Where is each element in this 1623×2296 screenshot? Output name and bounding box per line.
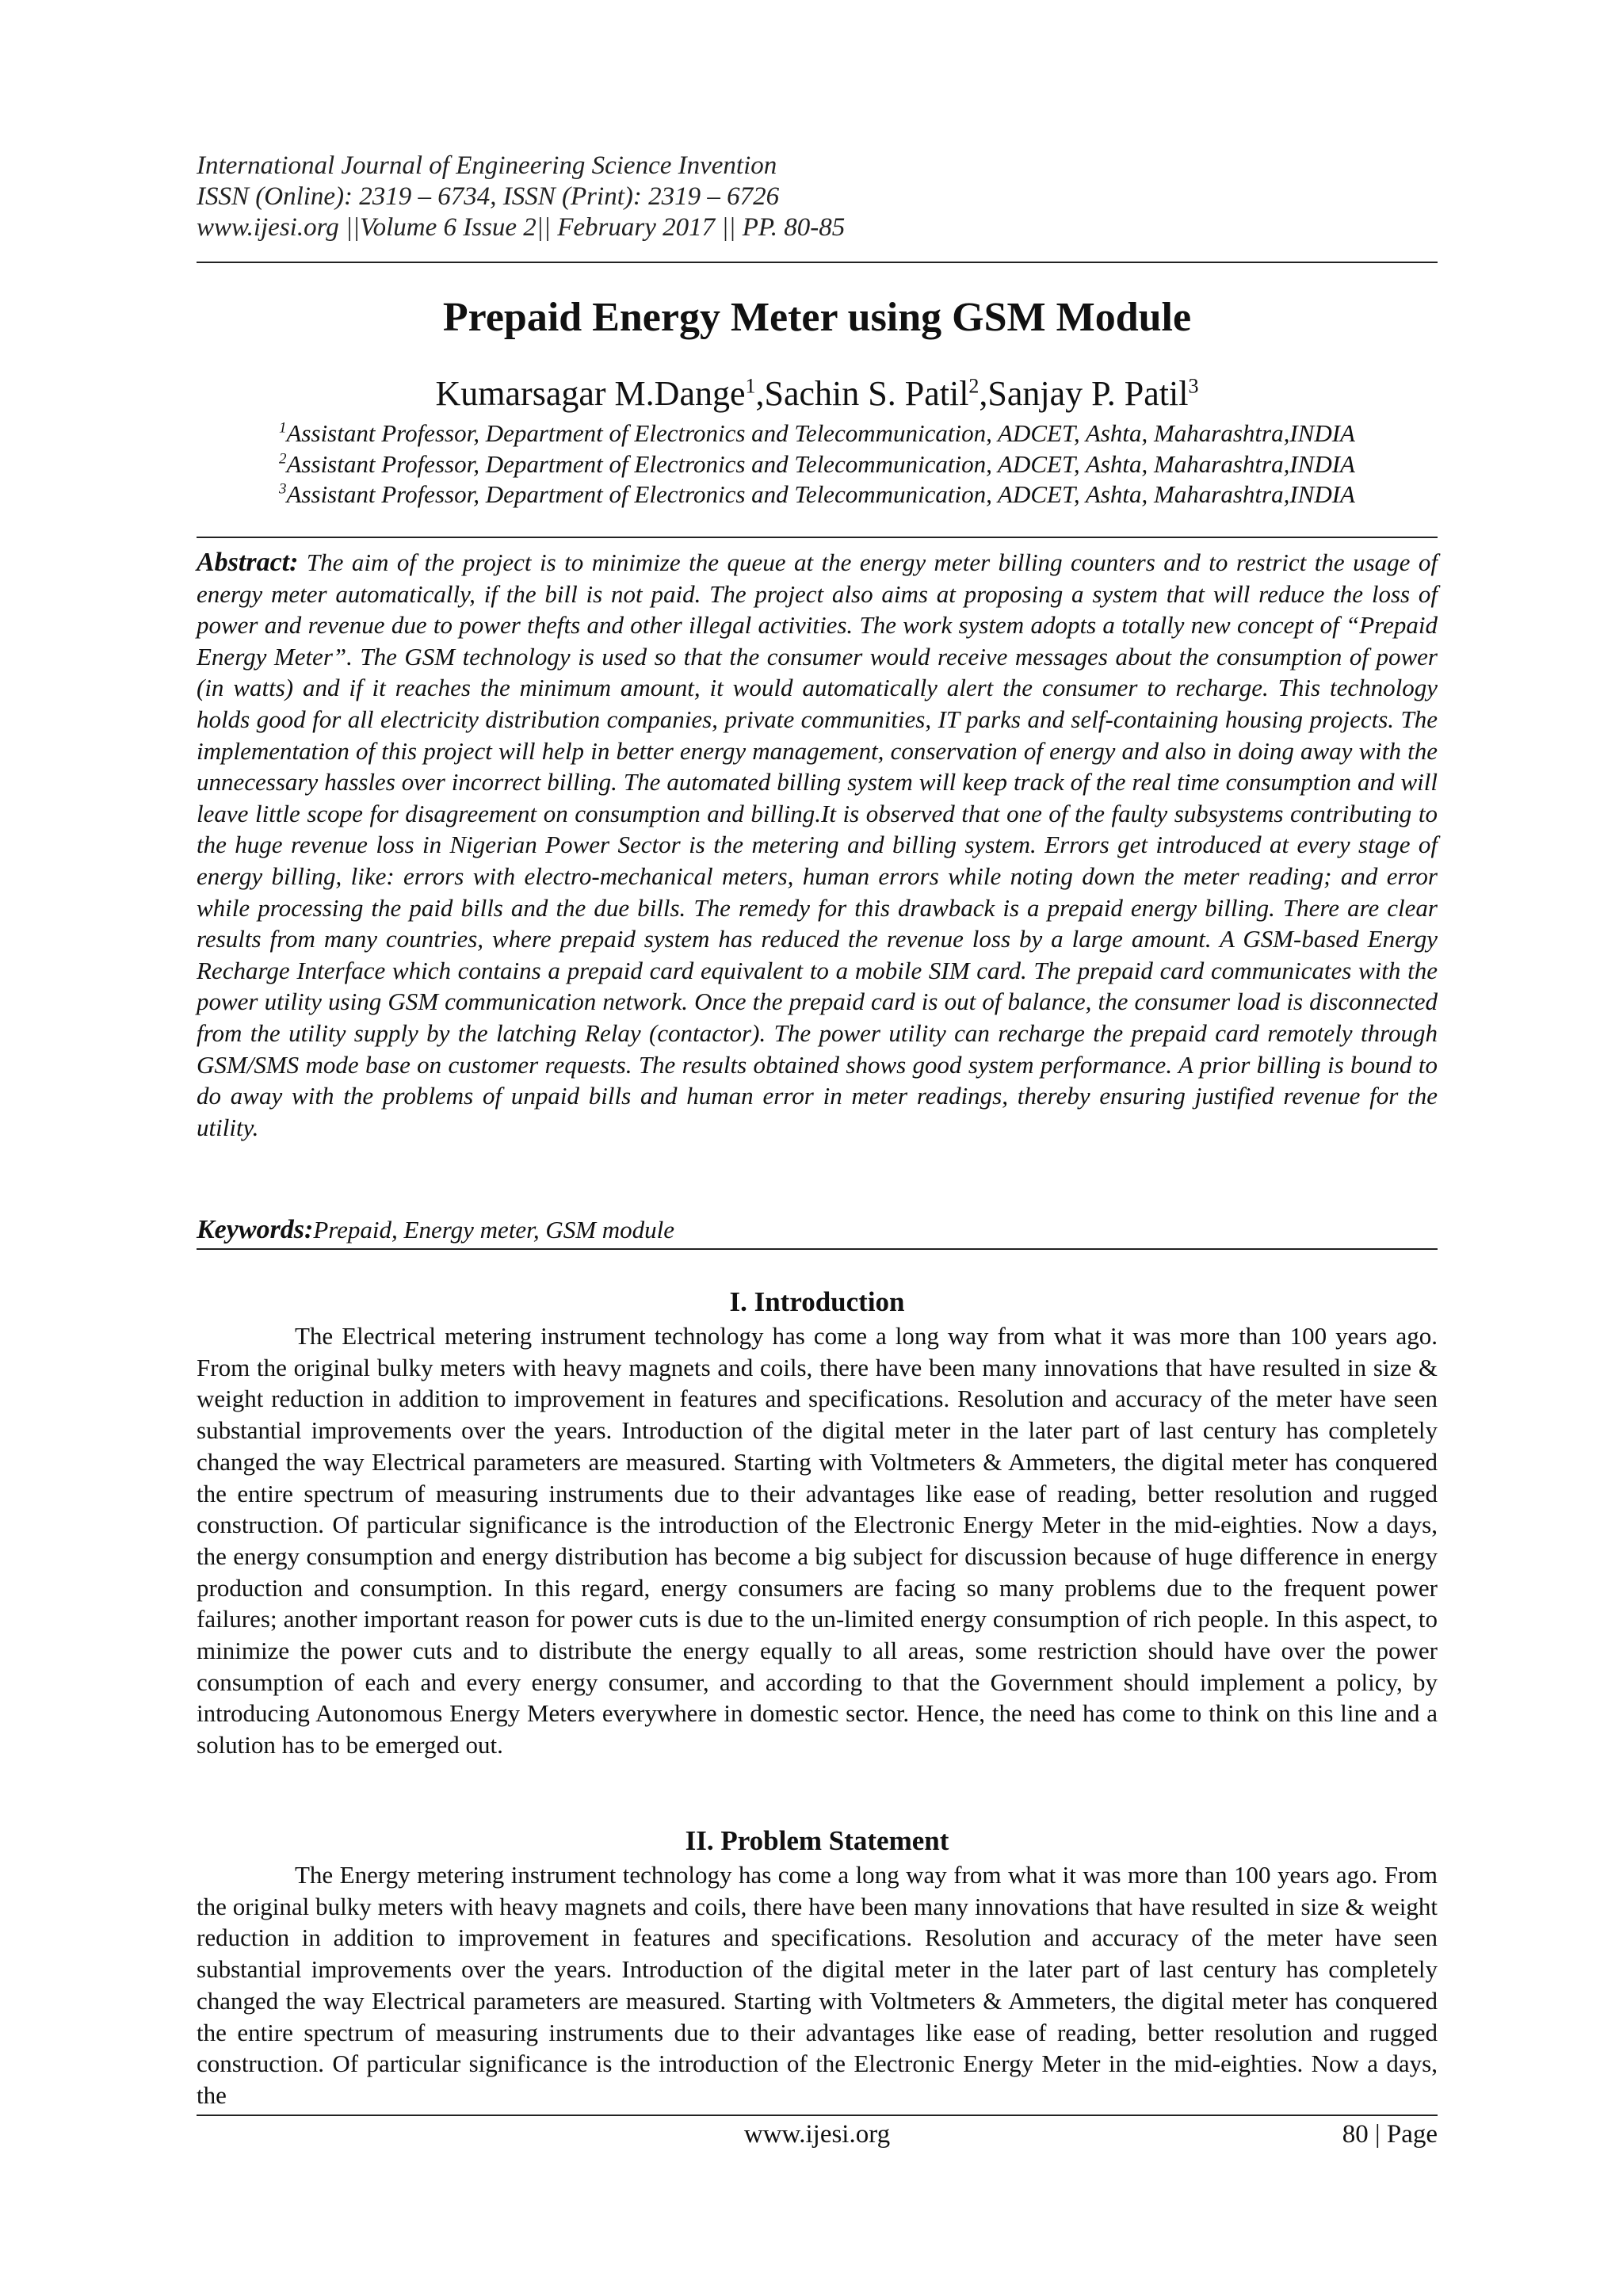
header-rule [197, 262, 1438, 263]
paper-title: Prepaid Energy Meter using GSM Module [442, 295, 1192, 340]
journal-name: International Journal of Engineering Science Invention [197, 151, 777, 180]
section-heading-introduction: I. Introduction [729, 1286, 905, 1317]
keywords-label: Keywords: [197, 1215, 314, 1244]
section-paragraph-problem-statement: The Energy metering instrument technology has come a long way from what it was more than 100 years ago. From the original bulky meters with heavy magnets and coils, there have been many innovations that have resulted in size & weight reduction in addition to improvement in features and specifications. Resolution and accuracy of the meter have seen substantial improvements over the years. Introduction of the digital meter in the later part of last century has completely changed the way Electrical parameters are measured. Starting with Voltmeters & Ammeters, the digital meter has conquered the entire spectrum of measuring instruments due to their advantages like ease of reading, better resolution and rugged construction. Of particular significance is the introduction of the Electronic Energy Meter in the mid-eighties. Now a days, the [197, 1861, 1438, 2109]
affiliation [197, 418, 1438, 449]
section-heading-problem-statement: II. Problem Statement [685, 1825, 949, 1856]
affiliation-mark: 2 [279, 450, 287, 468]
author-mark: 3 [1188, 374, 1199, 398]
abstract-bottom-rule [197, 1248, 1438, 1250]
journal-header [197, 151, 1438, 243]
author-separator: , [979, 374, 988, 413]
footer-page-number: 80 | Page [1342, 2120, 1438, 2149]
author-mark: 1 [745, 374, 756, 398]
keywords [197, 1214, 1438, 1246]
affiliation [197, 479, 1438, 510]
affiliation-mark: 1 [279, 419, 287, 437]
abstract-text: The aim of the project is to minimize the queue at the energy meter billing counters and to restrict the usage of energy meter automatically, if the bill is not paid. The project also aims at proposing a system that will reduce the loss of power and revenue due to power thefts and other illegal activities. The work system adopts a totally new concept of “Prepaid Energy Meter”. The GSM technology is used so that the consumer would receive messages about the consumption of power (in watts) and if it reaches the minimum amount, it would automatically alert the consumer to recharge. This technology holds good for all electricity distribution companies, private communities, IT parks and self-containing housing projects. The implementation of this project will help in better energy management, conservation of energy and also in doing away with the unnecessary hassles over incorrect billing. The automated billing system will keep track of the real time consumption and will leave little scope for disagreement on consumption and billing.It is observed that one of the faulty subsystems contributing to the huge revenue loss in Nigerian Power Sector is the metering and billing system. Errors get introduced at every stage of energy billing, like: errors with electro-mechanical meters, human errors while noting down the meter reading; and error while processing the paid bills and the due bills. The remedy for this drawback is a prepaid energy billing. There are clear results from many countries, where prepaid system has reduced the revenue loss by a large amount. A GSM-based Energy Recharge Interface which contains a prepaid card equivalent to a mobile SIM card. The prepaid card communicates with the power utility using GSM communication network. Once the prepaid card is out of balance, the consumer load is disconnected from the utility supply by the latching Relay (contactor). The power utility can recharge the prepaid card remotely through GSM/SMS mode base on customer requests. The results obtained shows good system performance. A prior billing is bound to do away with the problems of unpaid bills and human error in meter readings, thereby ensuring justified revenue for the utility. [197, 548, 1438, 1141]
abstract [197, 547, 1438, 1143]
affiliation [197, 449, 1438, 480]
author-name: Sanjay P. Patil [987, 374, 1189, 413]
abstract-top-rule [197, 537, 1438, 538]
affiliation-text: Assistant Professor, Department of Electronics and Telecommunication, ADCET, Ashta, Maharashtra,INDIA [286, 419, 1355, 447]
author-separator: , [755, 374, 765, 413]
author-name: Sachin S. Patil [764, 374, 969, 413]
footer-rule [197, 2115, 1438, 2116]
journal-issn: ISSN (Online): 2319 – 6734, ISSN (Print): 2319 – 6726 [197, 182, 780, 211]
affiliation-text: Assistant Professor, Department of Electronics and Telecommunication, ADCET, Ashta, Maharashtra,INDIA [286, 449, 1355, 478]
affiliation-mark: 3 [279, 480, 287, 498]
author-name: Kumarsagar M.Dange [435, 374, 746, 413]
footer-site-link[interactable]: www.ijesi.org [743, 2120, 891, 2149]
affiliation-list [197, 418, 1438, 510]
section-paragraph-introduction: The Electrical metering instrument technology has come a long way from what it was more than 100 years ago. From the original bulky meters with heavy magnets and coils, there have been many innovations that have resulted in size & weight reduction in addition to improvement in features and specifications. Resolution and accuracy of the meter have seen substantial improvements over the years. Introduction of the digital meter in the later part of last century has completely changed the way Electrical parameters are measured. Starting with Voltmeters & Ammeters, the digital meter has conquered the entire spectrum of measuring instruments due to their advantages like ease of reading, better resolution and rugged construction. Of particular significance is the introduction of the Electronic Energy Meter in the mid-eighties. Now a days, the energy consumption and energy distribution has become a big subject for discussion because of huge difference in energy production and consumption. In this regard, energy consumers are facing so many problems due to the frequent power failures; another important reason for power cuts is due to the un-limited energy consumption of rich people. In this aspect, to minimize the power cuts and to distribute the energy equally to all areas, some restriction should have over the power consumption of each and every energy consumer, and according to that the Government should implement a policy, by introducing Autonomous Energy Meters everywhere in domestic sector. Hence, the need has come to think on this line and a solution has to be emerged out. [197, 1322, 1438, 1759]
author-list [197, 372, 1438, 415]
abstract-label: Abstract: [197, 548, 299, 577]
paper-page [197, 0, 1438, 2296]
journal-volume: www.ijesi.org ||Volume 6 Issue 2|| February 2017 || PP. 80-85 [197, 213, 846, 242]
keywords-text: Prepaid, Energy meter, GSM module [313, 1216, 675, 1244]
affiliation-text: Assistant Professor, Department of Electronics and Telecommunication, ADCET, Ashta, Maharashtra,INDIA [286, 480, 1355, 508]
author-mark: 2 [968, 374, 980, 398]
